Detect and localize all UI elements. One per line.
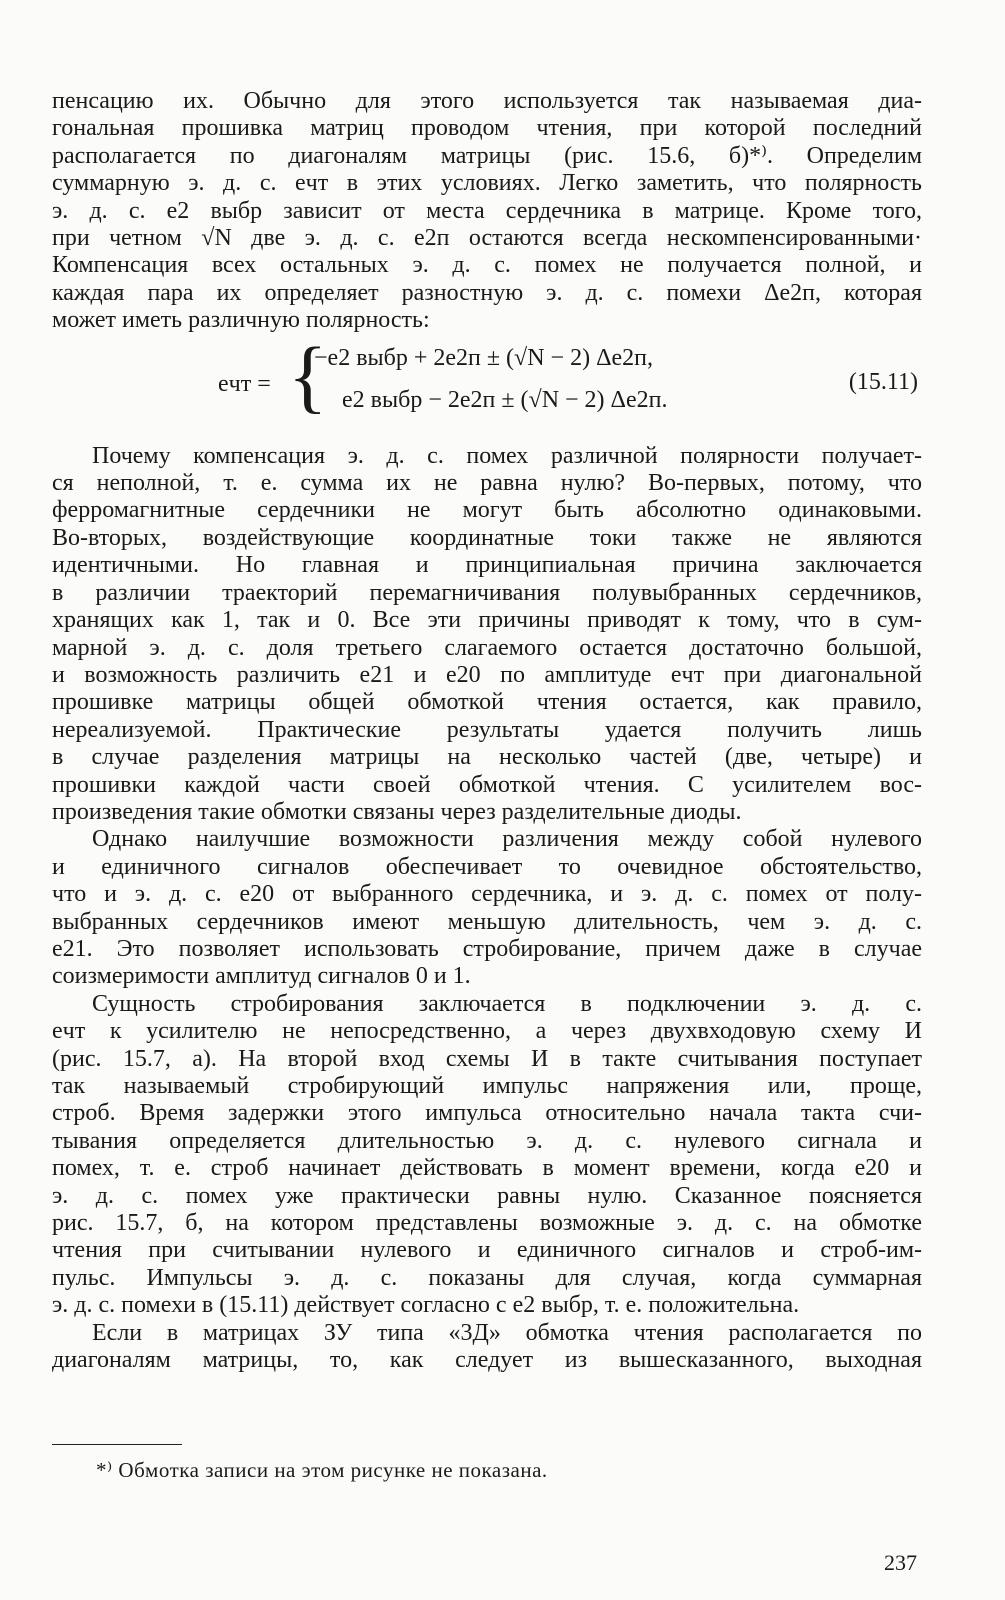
text-line: каждая пара их определяет разностную э. д. с. помехи Δe2п, которая [52,279,922,306]
text-line: строб. Время задержки этого импульса относительно начала такта счи- [52,1100,922,1127]
text-line: eчт к усилителю не непосредственно, а через двухвходовую схему И [52,1018,922,1045]
text-line: и единичного сигналов обеспечивает то очевидное обстоятельство, [52,853,922,880]
text-line: суммарную э. д. с. eчт в этих условиях. Легко заметить, что полярность [52,170,922,197]
paragraph-1 [52,88,922,335]
text-line: идентичными. Но главная и принципиальная причина заключается [52,552,922,579]
text-line: e21. Это позволяет использовать стробирование, причем даже в случае [52,935,922,962]
text-line: э. д. с. помех уже практически равны нулю. Сказанное поясняется [52,1182,922,1209]
footnote-divider [52,1444,182,1445]
footnote: *⁾ Обмотка записи на этом рисунке не показана. [96,1458,548,1482]
text-line: пенсацию их. Обычно для этого используется так называемая диа- [52,88,922,114]
text-line: Компенсация всех остальных э. д. с. помех не получается полной, и [52,252,922,279]
text-line: рис. 15.7, б, на котором представлены возможные э. д. с. на обмотке [52,1210,922,1237]
page-number: 237 [884,1550,917,1575]
equation-number: (15.11) [848,368,918,395]
paragraph-2 [52,443,922,827]
text-line: э. д. с. помехи в (15.11) действует согласно с e2 выбр, т. е. положительна. [52,1292,800,1319]
text-line: располагается по диагоналям матрицы (рис. 15.6, б)*⁾. Определим [52,142,922,169]
paragraph-4 [52,991,922,1320]
text-line: марной э. д. с. доля третьего слагаемого остается достаточно большой, [52,634,922,661]
text-line: пульс. Импульсы э. д. с. показаны для случая, когда суммарная [52,1264,922,1291]
equation-15-11 [52,329,922,429]
text-line: и возможность различить e21 и e20 по амплитуде eчт при диагональной [52,661,922,688]
text-line: тывания определяется длительностью э. д. с. нулевого сигнала и [52,1127,922,1154]
text-line: ферромагнитные сердечники не могут быть абсолютно одинаковыми. [52,497,922,524]
text-line: произведения такие обмотки связаны через разделительные диоды. [52,798,742,825]
paragraph-5 [52,1320,922,1375]
text-line: Во-вторых, воздействующие координатные токи также не являются [52,524,922,551]
text-line: Сущность стробирования заключается в подключении э. д. с. [92,990,922,1017]
text-line: хранящих как 1, так и 0. Все эти причины приводят к тому, что в сум- [52,607,922,634]
text-line: нереализуемой. Практические результаты удается получить лишь [52,716,922,743]
text-line: чтения при считывании нулевого и единичного сигналов и строб-им- [52,1237,922,1264]
text-line: (рис. 15.7, а). На второй вход схемы И в такте считывания поступает [52,1045,922,1072]
text-line: прошивки каждой части своей обмоткой чтения. С усилителем вос- [52,771,922,798]
equation-lhs: eчт = [218,370,271,397]
text-line: Если в матрицах ЗУ типа «3Д» обмотка чтения располагается по [92,1319,922,1346]
text-line: Почему компенсация э. д. с. помех различной полярности получает- [92,442,922,469]
text-line: Однако наилучшие возможности различения между собой нулевого [92,826,922,853]
text-line: что и э. д. с. e20 от выбранного сердечника, и э. д. с. помех от полу- [52,881,922,908]
text-line: э. д. с. e2 выбр зависит от места сердечника в матрице. Кроме того, [52,197,922,224]
text-line: может иметь различную полярность: [52,307,430,334]
text-line: гональная прошивка матриц проводом чтения, при которой последний [52,115,922,142]
equation-row-1: −e2 выбр + 2e2п ± (√N − 2) Δe2п, [314,344,654,371]
text-line: так называемый стробирующий импульс напряжения или, проще, [52,1073,922,1099]
text-line: в различии траекторий перемагничивания полувыбранных сердечников, [52,579,922,606]
page-body [52,88,922,1374]
text-line: в случае разделения матрицы на несколько частей (две, четыре) и [52,744,922,771]
text-line: прошивке матрицы общей обмоткой чтения остается, как правило, [52,689,922,716]
text-line: диагоналям матрицы, то, как следует из вышесказанного, выходная [52,1347,922,1374]
text-line: выбранных сердечников имеют меньшую длительность, чем э. д. с. [52,908,922,935]
brace-icon: { [288,329,328,421]
text-line: соизмеримости амплитуд сигналов 0 и 1. [52,963,471,990]
text-line: помех, т. е. строб начинает действовать в момент времени, когда e20 и [52,1155,922,1182]
equation-row-2: e2 выбр − 2e2п ± (√N − 2) Δe2п. [342,386,668,413]
text-line: при четном √N две э. д. с. e2п остаются всегда нескомпенсированными· [52,225,922,252]
text-line: ся неполной, т. е. сумма их не равна нулю? Во-первых, потому, что [52,470,922,497]
paragraph-3 [52,826,922,990]
